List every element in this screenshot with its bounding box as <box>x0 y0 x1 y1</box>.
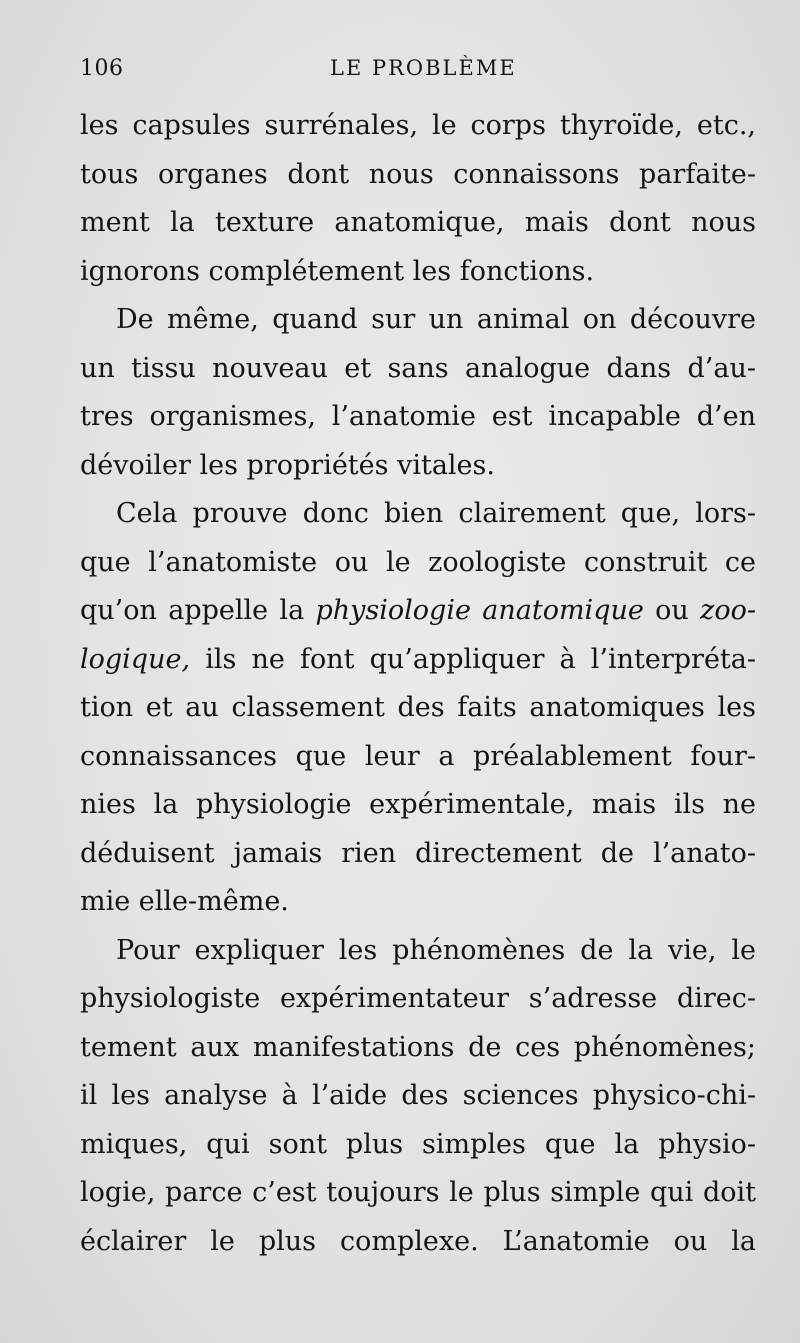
text-line: tres organismes, l’anatomie est incapable d’en <box>80 401 756 432</box>
text-line: tous organes dont nous connaissons parfaite- <box>80 158 756 190</box>
text-line: déduisent jamais rien directement de l’anato- <box>80 837 756 869</box>
text-line: ment la texture anatomique, mais dont nous <box>80 207 756 238</box>
text-line: mie elle-même. <box>80 886 289 917</box>
text-line: un tissu nouveau et sans analogue dans d’au- <box>80 352 756 384</box>
italic-term: zoo- <box>700 595 756 626</box>
text-run: ou <box>643 595 701 626</box>
text-line: il les analyse à l’aide des sciences physico-chi- <box>80 1080 756 1111</box>
italic-term: physiologie anatomique <box>315 595 644 626</box>
italic-term: logique, <box>80 643 191 675</box>
running-head <box>80 56 755 90</box>
body-text <box>80 102 756 1266</box>
text-line: physiologiste expérimentateur s’adresse direc- <box>80 983 756 1014</box>
text-line: ignorons complétement les fonctions. <box>80 255 595 287</box>
text-line: nies la physiologie expérimentale, mais ils ne <box>80 789 756 820</box>
text-line: De même, quand sur un animal on découvre <box>116 304 756 335</box>
text-line: les capsules surrénales, le corps thyroïde, etc., <box>80 110 756 141</box>
text-line: connaissances que leur a préalablement four- <box>80 740 756 772</box>
text-run: ils ne font qu’appliquer à l’interpréta- <box>190 643 756 675</box>
running-title: LE PROBLÈME <box>330 56 517 80</box>
text-line <box>80 636 756 685</box>
text-run: qu’on appelle la <box>80 595 316 626</box>
text-line: tion et au classement des faits anatomiques les <box>80 692 756 723</box>
text-line: miques, qui sont plus simples que la physio- <box>80 1128 756 1160</box>
text-line: logie, parce c’est toujours le plus simple qui doit <box>80 1177 756 1208</box>
text-line: dévoiler les propriétés vitales. <box>80 449 495 481</box>
text-line <box>80 587 756 636</box>
text-line: tement aux manifestations de ces phénomènes; <box>80 1031 756 1063</box>
text-line: Pour expliquer les phénomènes de la vie, le <box>116 934 756 966</box>
text-line: éclairer le plus complexe. L’anatomie ou la <box>80 1225 756 1257</box>
page-number: 106 <box>80 56 124 81</box>
text-line: que l’anatomiste ou le zoologiste construit ce <box>80 546 756 578</box>
text-line: Cela prouve donc bien clairement que, lors- <box>116 498 756 529</box>
